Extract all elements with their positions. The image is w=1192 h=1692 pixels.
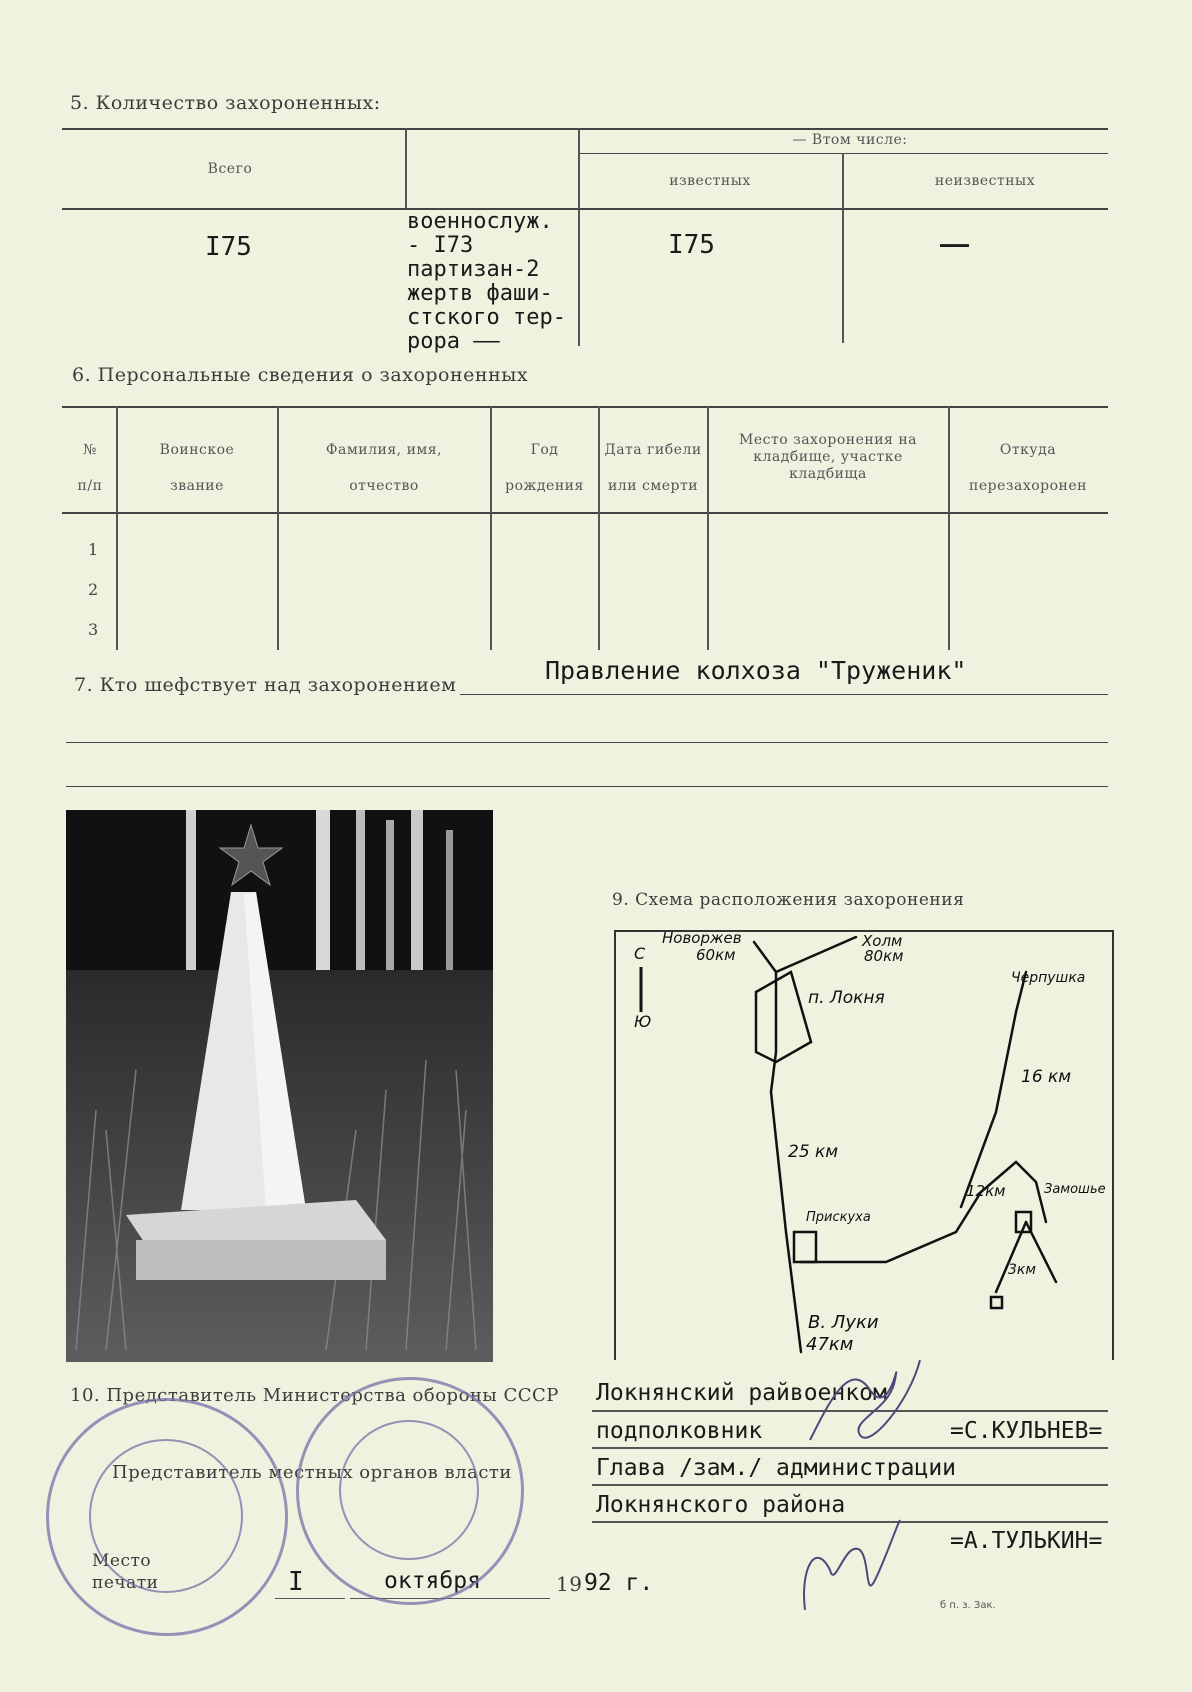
col-name-line: Фамилия, имя, bbox=[325, 442, 443, 458]
col-place-line: кладбища bbox=[789, 466, 867, 482]
map-label-12km: 12км bbox=[966, 1182, 1006, 1200]
col-from-header bbox=[950, 432, 1106, 504]
map-label-kholm: Холм bbox=[862, 932, 903, 950]
map-label-47km: 47км bbox=[806, 1334, 854, 1355]
col-birth-line: рождения bbox=[505, 478, 584, 494]
local-rep-line2: Локнянского района bbox=[596, 1492, 846, 1518]
col-death-line: Дата гибели bbox=[604, 442, 702, 458]
mo-rep-name: =С.КУЛЬНЕВ= bbox=[950, 1418, 1103, 1444]
table5-vline-1 bbox=[405, 128, 407, 208]
administration-stamp bbox=[296, 1377, 524, 1605]
map-label-novorzhev: Новоржев bbox=[662, 929, 742, 947]
col-unknown-header: неизвестных bbox=[934, 173, 1036, 189]
breakdown-line: рора —— bbox=[407, 329, 500, 354]
map-label-zamoshye: Замошье bbox=[1044, 1182, 1106, 1197]
map-label-novorzhev-km: 60км bbox=[696, 946, 736, 964]
section10-label: 10. Представитель Министерства обороны СССР bbox=[70, 1385, 559, 1406]
col-from-line: Откуда bbox=[999, 442, 1057, 458]
col-birth-header bbox=[492, 432, 597, 504]
col-rank-line: Воинское bbox=[159, 442, 235, 458]
stamp-inner-ring bbox=[339, 1420, 479, 1560]
date-year: 92 г. bbox=[584, 1570, 654, 1596]
stamp-place-label: Место печати bbox=[92, 1551, 159, 1593]
col-total-header: Всего bbox=[207, 161, 253, 177]
breakdown-line: военнослуж. bbox=[407, 209, 553, 234]
col-place-header bbox=[709, 432, 947, 483]
mo-rep-line1: Локнянский райвоенком bbox=[596, 1380, 887, 1406]
col-name-header bbox=[279, 432, 489, 504]
col-death-line: или смерти bbox=[607, 478, 699, 494]
map-label-priskukha: Прискуха bbox=[806, 1210, 871, 1225]
breakdown-line: стского тер- bbox=[407, 305, 566, 330]
breakdown-block bbox=[407, 210, 587, 354]
memorial-photo bbox=[66, 810, 493, 1362]
known-value: I75 bbox=[668, 230, 715, 260]
local-rep-name: =А.ТУЛЬКИН= bbox=[950, 1528, 1103, 1554]
col-birth-line: Год bbox=[530, 442, 559, 458]
section7-label: 7. Кто шефствует над захоронением bbox=[74, 674, 457, 696]
mo-rep-line2: подполковник bbox=[596, 1418, 763, 1444]
date-month: октября bbox=[384, 1568, 481, 1594]
table5-sub-line bbox=[580, 153, 1108, 154]
table-row-number: 2 bbox=[88, 580, 99, 599]
col-place-line: кладбище, участке bbox=[753, 449, 903, 465]
table5-vline-3 bbox=[842, 153, 844, 343]
section7-line-1 bbox=[460, 694, 1108, 695]
map-label-lokhnya: п. Локня bbox=[808, 988, 885, 1008]
section7-line-3 bbox=[66, 786, 1108, 787]
obelisk-photo-image bbox=[66, 810, 493, 1362]
local-rep-underline-1 bbox=[592, 1484, 1108, 1486]
total-value: I75 bbox=[205, 232, 252, 262]
map-label-16km: 16 км bbox=[1021, 1067, 1072, 1087]
map-label-vluki: В. Луки bbox=[808, 1312, 879, 1333]
col-rank-line: звание bbox=[170, 478, 224, 494]
military-office-stamp bbox=[46, 1398, 288, 1636]
col-death-header bbox=[600, 432, 706, 504]
print-mark: б п. з. Зак. bbox=[940, 1600, 996, 1611]
map-label-3km: 3км bbox=[1008, 1262, 1036, 1278]
breakdown-line: - I73 bbox=[407, 233, 474, 258]
date-day: I bbox=[288, 1567, 304, 1597]
col-rank-header bbox=[118, 432, 276, 504]
section7-line-2 bbox=[66, 742, 1108, 743]
signature-kulnev bbox=[790, 1340, 930, 1460]
local-rep-label: Представитель местных органов власти bbox=[112, 1462, 512, 1483]
col-num-line: № bbox=[83, 442, 97, 458]
table6-top-line bbox=[62, 406, 1108, 408]
compass-north-label: С bbox=[634, 944, 646, 963]
date-day-underline bbox=[275, 1598, 345, 1599]
breakdown-line: партизан-2 bbox=[407, 257, 540, 282]
col-name-line: отчество bbox=[349, 478, 419, 494]
col-including-header: — Втом числе: bbox=[792, 132, 908, 148]
date-year-prefix: 19 bbox=[556, 1572, 583, 1596]
col-num-header bbox=[64, 432, 116, 504]
section5-title: 5. Количество захороненных: bbox=[70, 92, 381, 114]
map-label-25km: 25 км bbox=[788, 1142, 839, 1162]
signature-tulkin bbox=[775, 1510, 925, 1620]
section9-title: 9. Схема расположения захоронения bbox=[612, 890, 965, 910]
col-place-line: Место захоронения на bbox=[738, 432, 918, 448]
table6-header-bottom-line bbox=[62, 512, 1108, 514]
unknown-value: —— bbox=[940, 230, 969, 258]
col-num-line: п/п bbox=[77, 478, 103, 494]
section6-title: 6. Персональные сведения о захороненных bbox=[72, 364, 529, 386]
breakdown-line: жертв фаши- bbox=[407, 281, 553, 306]
col-known-header: известных bbox=[669, 173, 751, 189]
table5-top-line bbox=[62, 128, 1108, 130]
table-row-number: 3 bbox=[88, 620, 99, 639]
section7-value: Правление колхоза "Труженик" bbox=[545, 656, 967, 685]
compass-south-label: Ю bbox=[634, 1012, 652, 1031]
location-scheme-map bbox=[614, 930, 1114, 1360]
stamp-inner-ring bbox=[89, 1439, 243, 1593]
local-rep-line1: Глава /зам./ администрации bbox=[596, 1455, 957, 1481]
map-label-cherpushka: Черпушка bbox=[1011, 970, 1086, 986]
table-row-number: 1 bbox=[88, 540, 99, 559]
col-from-line: перезахоронен bbox=[968, 478, 1087, 494]
map-label-kholm-km: 80км bbox=[864, 947, 904, 965]
